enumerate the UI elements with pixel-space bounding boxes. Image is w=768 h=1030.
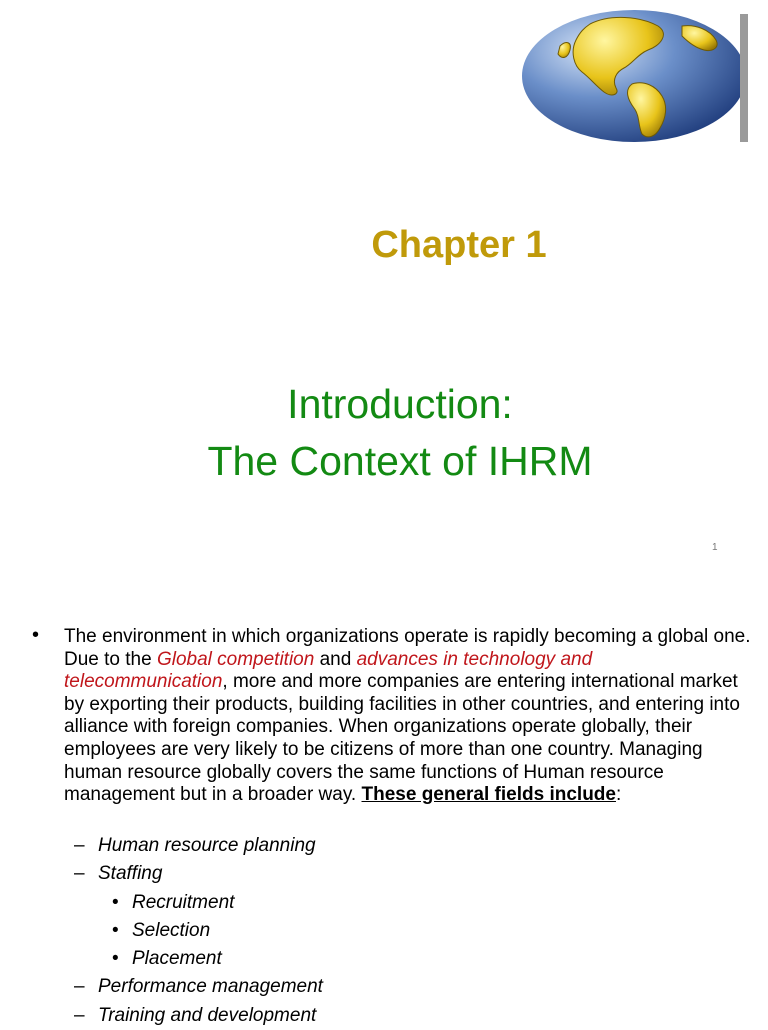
para-text-3: , more and more companies are entering international market by exporting their products, building facilities in other countries, and entering into alliance with foreign companies. When organizations operate globally, their employees are very likely to be citizens of more than one country. Managing human resource globally covers the same functions of Human resource management but in a broader way. — [64, 671, 740, 806]
globe-image — [520, 6, 748, 144]
dash-icon: – — [74, 835, 85, 856]
edge-bar — [740, 14, 748, 142]
title-line-1: Introduction: — [287, 381, 513, 427]
bullet-dot-icon: • — [32, 624, 40, 646]
highlight-technology: advances in technology and telecommunication — [64, 648, 593, 693]
list-subitem: • Selection — [74, 917, 323, 945]
list-item: – Human resource planning — [74, 832, 323, 860]
list-subitem: • Recruitment — [74, 889, 323, 917]
slide-title — [0, 376, 768, 490]
fields-heading: These general fields include — [361, 784, 616, 806]
bullet-dot-icon: • — [112, 919, 119, 941]
para-end: : — [615, 784, 622, 806]
highlight-global-competition: Global competition — [156, 648, 315, 670]
list-item: – Training and development — [74, 1002, 323, 1030]
para-text-2: and — [314, 648, 357, 670]
list-item: – Staffing — [74, 860, 323, 888]
para-text-1: The environment in which organizations operate is rapidly becoming a global one. Due to the — [64, 626, 751, 670]
fields-list — [74, 832, 323, 1030]
list-subitem: • Placement — [74, 945, 323, 973]
slide-separator — [0, 570, 768, 600]
body-paragraph — [64, 626, 754, 807]
bullet-dot-icon: • — [112, 891, 119, 913]
page-number: 1 — [712, 542, 718, 553]
title-line-2: The Context of IHRM — [207, 438, 593, 484]
dash-icon: – — [74, 976, 85, 998]
dash-icon: – — [74, 863, 85, 885]
dash-icon: – — [74, 1004, 85, 1026]
chapter-title: Chapter 1 — [371, 224, 547, 266]
globe-icon — [520, 6, 748, 144]
bullet-dot-icon: • — [112, 948, 119, 970]
list-item: – Performance management — [74, 973, 323, 1001]
